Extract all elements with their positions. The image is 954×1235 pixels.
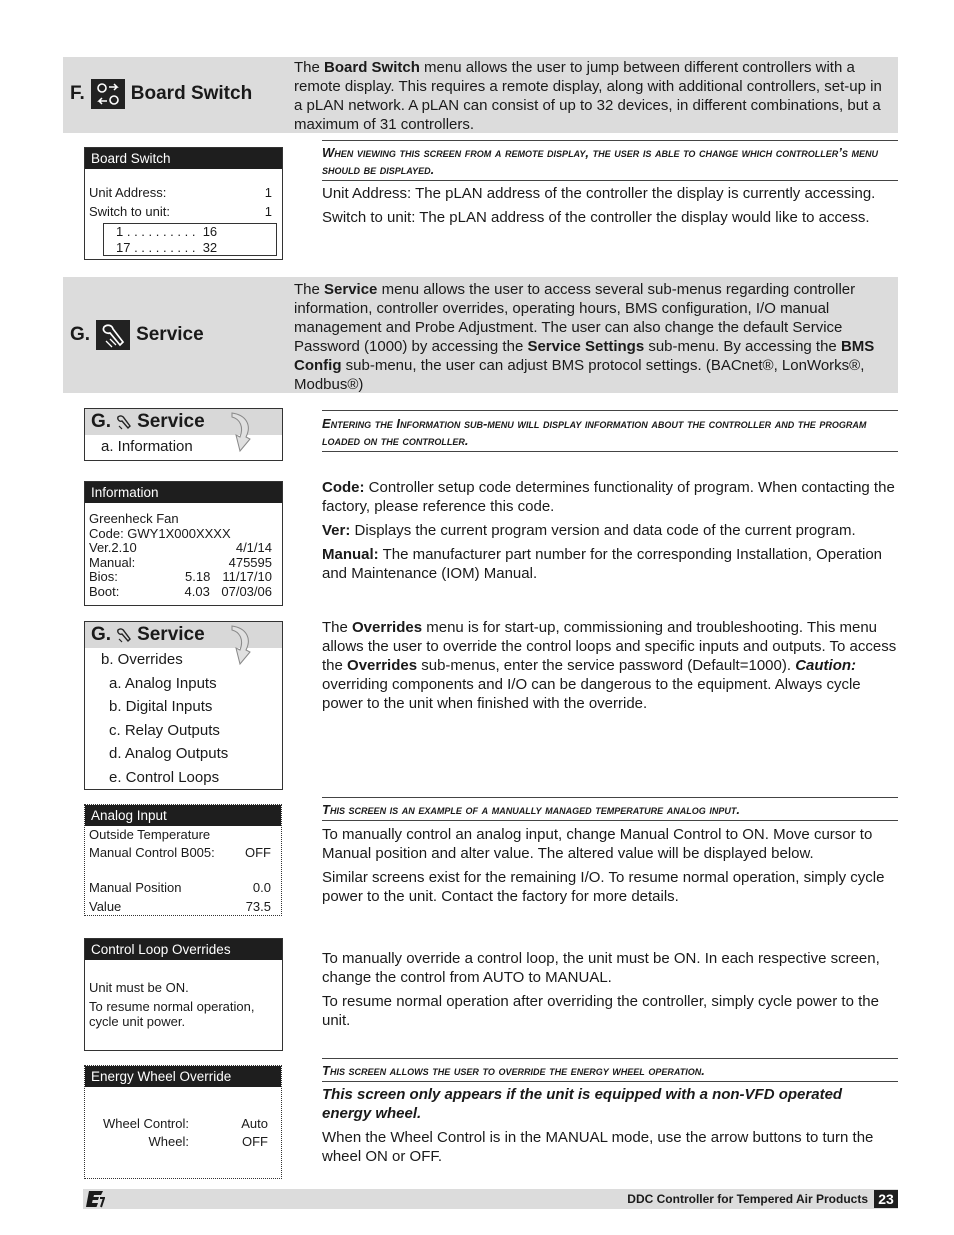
value: 11/17/10 [222, 569, 272, 584]
text-bold: Code: [322, 479, 365, 496]
menu-title: Service [137, 411, 205, 432]
screen-row [85, 570, 282, 585]
divider [322, 410, 898, 411]
wrench-icon [115, 627, 133, 643]
service-info-menu [84, 408, 283, 461]
service-overrides-menu [84, 621, 283, 790]
text-bold: Service [324, 281, 378, 298]
text-bold: Ver: [322, 522, 351, 539]
divider [322, 820, 898, 821]
text: Controller setup code determines functionality of program. When contacting the factory, please reference this code. [322, 479, 895, 515]
paragraph: To resume normal operation after overriding the controller, simply cycle power to the unit. [322, 993, 879, 1029]
footer-title: DDC Controller for Tempered Air Products [627, 1192, 868, 1206]
menu-item-control-loops[interactable]: e. Control Loops [109, 768, 220, 786]
text: overriding components and I/O can be dangerous to the equipment. Always cycle power to the unit when finished with the override. [322, 676, 861, 712]
divider [322, 797, 898, 798]
board-switch-icon [91, 79, 125, 109]
analog-input-screen [84, 804, 282, 916]
menu-item-relay-outputs[interactable]: c. Relay Outputs [109, 721, 220, 739]
screen-title: Control Loop Overrides [85, 939, 282, 960]
value: 4.03 [184, 583, 210, 599]
screen-title: Energy Wheel Override [85, 1066, 281, 1087]
screen-row [85, 843, 281, 862]
info-note: Entering the Information sub-menu will display information about the controller and the program loaded on the controller. [322, 416, 867, 448]
label: Manual: [89, 554, 136, 570]
board-desc [322, 184, 882, 232]
text: The [294, 281, 325, 298]
menu-header [85, 409, 282, 435]
label: Switch to unit: [89, 204, 170, 219]
text-bold: Overrides [352, 619, 423, 636]
value: 4/1/14 [235, 540, 272, 555]
text: The [294, 59, 325, 76]
board-intro [294, 58, 890, 134]
paragraph: Switch to unit: The pLAN address of the controller the display would like to access. [322, 209, 870, 226]
paragraph: Similar screens exist for the remaining I/O. To resume normal operation, simply cycle power to the unit. Contact the factory for more details. [322, 869, 885, 905]
wheel-desc [322, 1085, 894, 1171]
screen-row [85, 1115, 281, 1133]
information-screen [84, 481, 283, 606]
label: Ver.2.10 [89, 540, 137, 555]
service-intro [294, 280, 894, 394]
menu-item-information[interactable]: a. Information [101, 438, 193, 455]
menu-title: Service [137, 624, 205, 645]
range-row: 1 . . . . . . . . . . 16 [116, 224, 218, 239]
label: Bios: [89, 569, 118, 584]
value: 07/03/06 [221, 583, 272, 599]
value: 5.18 [185, 569, 211, 584]
screen-row: To resume normal operation, cycle unit power. [89, 999, 255, 1029]
paragraph [322, 478, 898, 516]
label: Unit Address: [89, 185, 167, 200]
paragraph: When the Wheel Control is in the MANUAL mode, use the arrow buttons to turn the wheel ON or OFF. [322, 1129, 874, 1165]
screen-row [85, 183, 282, 202]
section-title: Service [136, 324, 204, 345]
wheel-note: This screen allows the user to override the energy wheel operation. [322, 1063, 705, 1078]
wrench-icon [115, 414, 133, 430]
range-row: 17 . . . . . . . . . 32 [116, 239, 218, 255]
paragraph: Unit Address: The pLAN address of the controller the display is currently accessing. [322, 185, 876, 202]
menu-item-analog-outputs[interactable]: d. Analog Outputs [109, 745, 229, 762]
text: menu allows the user to jump between different controllers with a remote display. This requires a remote display, along with additional controllers, set-up in a pLAN network. A pLAN can consist of up to 32 devices, in different combinations, but a maximum of 31 controllers. [294, 59, 882, 133]
value: Auto [241, 1116, 268, 1131]
screen-row: Unit must be ON. [89, 980, 189, 995]
section-heading-service [70, 320, 204, 350]
paragraph: To manually control an analog input, change Manual Control to ON. Move cursor to Manual position and alter value. The altered value will be displayed below. [322, 826, 873, 862]
wrench-icon [96, 320, 130, 350]
curved-arrow-icon [228, 411, 256, 455]
text: menu is for start-up, commissioning and troubleshooting. This menu allows the user to override the control loops and specific inputs and outputs. To access the [322, 619, 897, 674]
value: 73.5 [245, 899, 271, 914]
board-switch-screen [84, 147, 283, 260]
value: OFF [245, 845, 271, 860]
menu-item-overrides[interactable]: b. Overrides [101, 651, 183, 668]
paragraph: To manually override a control loop, the unit must be ON. In each respective screen, change the control from AUTO to MANUAL. [322, 950, 880, 986]
paragraph-italic: This screen only appears if the unit is equipped with a non-VFD operated energy wheel. [322, 1086, 843, 1122]
divider [322, 1081, 898, 1082]
screen-row [85, 556, 282, 571]
text-bold: Overrides [347, 657, 418, 674]
text: Displays the current program version and data code of the current program. [350, 522, 856, 539]
screen-title: Analog Input [85, 805, 281, 826]
screen-row: Code: GWY1X000XXXX [89, 525, 231, 541]
text-bold: Manual: [322, 546, 379, 563]
board-note: When viewing this screen from a remote display, the user is able to change which controller’s menu should be displayed. [322, 145, 878, 177]
control-loop-screen [84, 938, 283, 1051]
label: Boot: [89, 583, 120, 599]
analog-desc [322, 825, 894, 911]
divider [322, 1058, 898, 1059]
analog-note: This screen is an example of a manually managed temperature analog input. [322, 802, 740, 817]
divider [322, 451, 898, 452]
value: 475595 [228, 554, 272, 570]
screen-row [85, 897, 281, 916]
screen-row [85, 541, 282, 556]
menu-letter: G. [91, 411, 112, 432]
section-letter: G. [70, 324, 91, 345]
info-desc [322, 478, 898, 588]
menu-item-digital-inputs[interactable]: b. Digital Inputs [109, 698, 213, 715]
screen-row [85, 1133, 281, 1151]
label: Value [89, 899, 122, 914]
divider [322, 140, 898, 141]
menu-item-analog-inputs[interactable]: a. Analog Inputs [109, 674, 217, 692]
label: Manual Control B005: [89, 845, 215, 860]
label: Wheel: [148, 1134, 189, 1149]
loop-desc [322, 949, 898, 1035]
screen-row [85, 585, 282, 600]
menu-header [85, 622, 282, 648]
label: Manual Position [89, 880, 182, 895]
paragraph [322, 545, 898, 583]
paragraph [322, 521, 898, 540]
overrides-desc [322, 618, 898, 713]
text: sub-menu, the user can adjust BMS protocol settings. (BACnet®, LonWorks®, Modbus®) [294, 357, 865, 393]
greenheck-logo-icon [85, 1189, 105, 1214]
text-bold: BMS Config [294, 338, 875, 374]
screen-row [85, 878, 281, 897]
value: 1 [264, 185, 272, 200]
range-box [103, 223, 277, 256]
text-bold: Board Switch [324, 59, 420, 76]
label: Wheel Control: [103, 1116, 189, 1131]
text: sub-menus, enter the service password (Default=1000). [417, 657, 796, 674]
text: The manufacturer part number for the corresponding Installation, Operation and Maintenance (IOM) Manual. [322, 546, 883, 582]
divider [322, 180, 898, 181]
value: OFF [242, 1134, 268, 1149]
text-bold: Service Settings [527, 338, 645, 355]
value: 0.0 [252, 880, 271, 895]
curved-arrow-icon [228, 624, 256, 668]
caution-text: Caution: [795, 657, 857, 674]
text: menu allows the user to access several sub-menus regarding controller information, controller overrides, operating hours, BMS configuration, I/O manual management and Probe Adjustment. The user can also change the default Service Password (1000) by accessing the [294, 281, 856, 355]
text: The [322, 619, 353, 636]
value: 1 [264, 204, 272, 219]
screen-row [85, 202, 282, 221]
screen-title: Information [85, 482, 282, 503]
menu-letter: G. [91, 624, 112, 645]
section-letter: F. [70, 83, 85, 104]
screen-row: Outside Temperature [89, 827, 211, 842]
energy-wheel-screen [84, 1065, 282, 1179]
screen-row: Greenheck Fan [89, 511, 179, 526]
page-number: 23 [874, 1190, 898, 1208]
screen-title: Board Switch [85, 148, 282, 169]
text: sub-menu. By accessing the [644, 338, 841, 355]
section-title: Board Switch [130, 83, 253, 104]
section-heading-board [70, 79, 252, 109]
